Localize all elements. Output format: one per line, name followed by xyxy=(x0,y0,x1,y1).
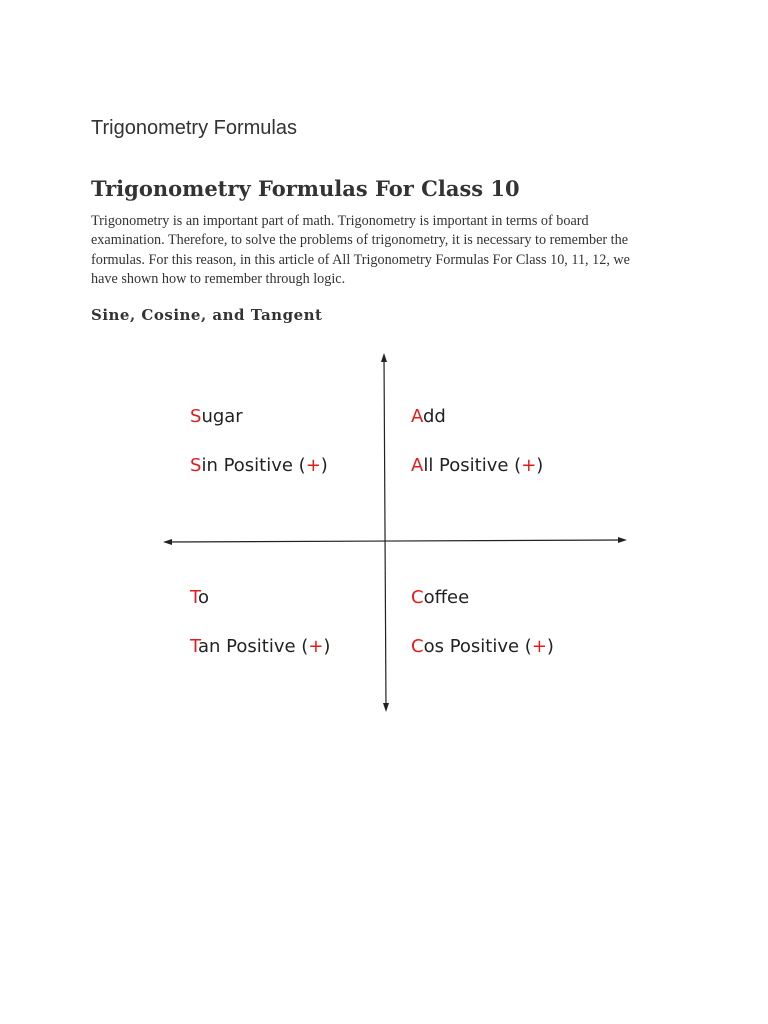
plus-sign: + xyxy=(531,636,547,657)
mnemonic-letter: S xyxy=(190,455,202,476)
sub-heading: Sine, Cosine, and Tangent xyxy=(91,306,323,324)
quadrant-bottom-left-rule xyxy=(190,636,330,657)
horizontal-axis-arrow-left xyxy=(163,539,172,545)
vertical-axis-arrow-down xyxy=(383,703,389,712)
mnemonic-letter: A xyxy=(411,455,424,476)
rule-text: ll Positive ( xyxy=(423,455,522,476)
paragraph-line: have shown how to remember through logic. xyxy=(91,271,346,288)
quadrant-top-right-word xyxy=(411,406,446,427)
quadrant-top-left-rule xyxy=(190,455,328,476)
mnemonic-letter: T xyxy=(190,587,198,608)
axes-graphic xyxy=(160,350,632,716)
word-rest: o xyxy=(197,587,209,608)
close-paren: ) xyxy=(546,636,554,657)
plus-sign: + xyxy=(521,455,537,476)
quadrant-bottom-right-word xyxy=(411,587,469,608)
quadrant-bottom-right-rule xyxy=(411,636,554,657)
word-rest: dd xyxy=(423,406,446,427)
section-heading: Trigonometry Formulas For Class 10 xyxy=(91,176,520,201)
horizontal-axis xyxy=(166,540,624,542)
word-rest: offee xyxy=(423,587,470,608)
mnemonic-letter: S xyxy=(190,406,202,427)
close-paren: ) xyxy=(536,455,544,476)
quadrant-top-right-rule xyxy=(411,455,543,476)
word-rest: ugar xyxy=(201,406,243,427)
document-title: Trigonometry Formulas xyxy=(91,117,297,139)
plus-sign: + xyxy=(308,636,324,657)
vertical-axis-arrow-up xyxy=(381,353,387,362)
mnemonic-letter: C xyxy=(411,636,424,657)
paragraph-line: Trigonometry is an important part of math. Trigonometry is important in terms of board xyxy=(91,213,589,229)
quadrant-top-left-word xyxy=(190,406,243,427)
vertical-axis xyxy=(384,356,386,708)
rule-text: in Positive ( xyxy=(201,455,306,476)
mnemonic-letter: A xyxy=(411,406,423,427)
intro-paragraph xyxy=(91,212,681,290)
horizontal-axis-arrow-right xyxy=(618,537,627,543)
rule-text: an Positive ( xyxy=(198,636,309,657)
rule-text: os Positive ( xyxy=(423,636,532,657)
quadrant-bottom-left-word xyxy=(190,587,209,608)
plus-sign: + xyxy=(305,455,321,476)
close-paren: ) xyxy=(320,455,328,476)
paragraph-line: formulas. For this reason, in this article of All Trigonometry Formulas For Class 10, 11, 12, we xyxy=(91,251,630,268)
astc-quadrant-diagram xyxy=(160,350,632,716)
mnemonic-letter: T xyxy=(190,636,199,657)
paragraph-line: examination. Therefore, to solve the problems of trigonometry, it is necessary to remember the xyxy=(91,232,628,249)
mnemonic-letter: C xyxy=(411,587,424,608)
close-paren: ) xyxy=(323,636,331,657)
